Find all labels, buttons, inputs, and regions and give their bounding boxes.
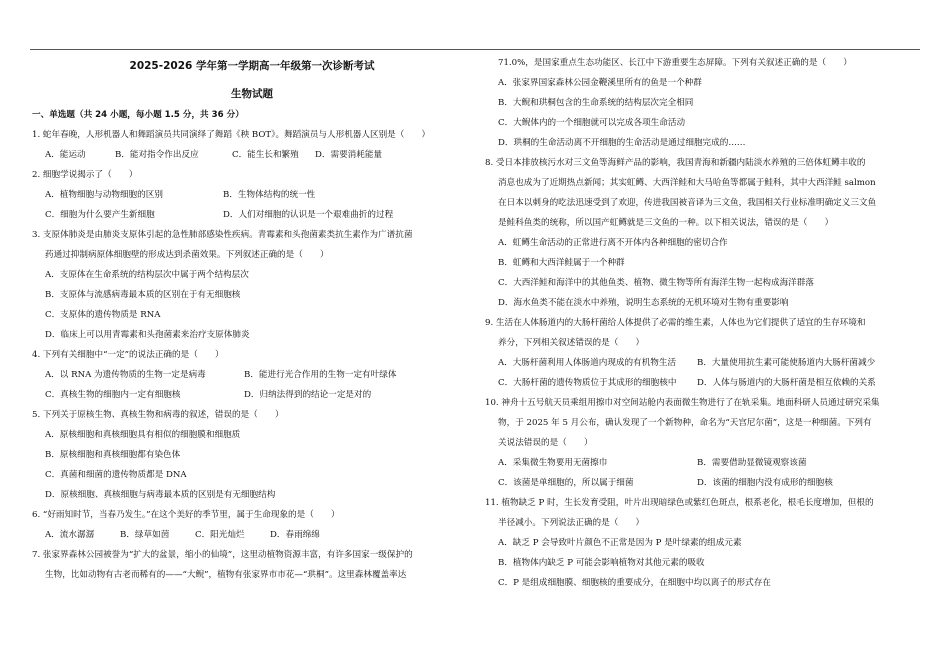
question-stem: 4. 下列有关细胞中“一定”的说法正确的是（ ）: [32, 350, 224, 360]
question-5: [32, 405, 472, 505]
option-row: [32, 185, 472, 205]
question-2: [32, 165, 472, 225]
option-d: D．临床上可以用青霉素和头孢菌素来治疗支原体肺炎: [45, 330, 250, 340]
question-7-continued: [485, 53, 920, 153]
question-4: [32, 345, 472, 405]
option-c: C．能生长和繁殖: [232, 150, 299, 160]
option-a: A．流水潺潺: [45, 530, 95, 540]
question-7: [32, 545, 472, 585]
header-rule: [30, 49, 920, 50]
option-b: B．需要借助显微镜观察该菌: [697, 458, 807, 468]
option-c: C．大西洋鲑和海洋中的其他鱼类、植物、微生物等所有海洋生物一起构成海洋群落: [498, 278, 814, 288]
option-b: B．大鲵和珙桐包含的生命系统的结构层次完全相同: [498, 98, 694, 108]
question-stem: 3. 支原体肺炎是由肺炎支原体引起的急性肺部感染性疾病。青霉素和头孢菌素类抗生素作为广谱抗菌: [32, 230, 413, 240]
question-stem-continued: 关说法错误的是（ ）: [498, 438, 593, 448]
option-d: D．海水鱼类不能在淡水中养殖，说明生态系统的无机环境对生物有重要影响: [498, 298, 789, 308]
option-b: B．能对指令作出反应: [115, 150, 199, 160]
question-stem-continued: 生物，比如动物有古老而稀有的——“大鲵”，植物有张家界市市花—“珙桐”。这里森林覆盖率达: [45, 570, 407, 580]
option-c: C．大鲵体内的一个细胞就可以完成各项生命活动: [498, 118, 686, 128]
question-3: [32, 225, 472, 345]
option-c: C．该菌是单细胞的，所以属于细菌: [498, 478, 634, 488]
question-stem: 9. 生活在人体肠道内的大肠杆菌给人体提供了必需的维生素，人体也为它们提供了适宜的生存环境和: [485, 318, 866, 328]
question-stem: 11. 植物缺乏 P 时，生长发育受阻，叶片出现暗绿色或紫红色斑点，根系老化，根毛长度增加，但根的: [485, 498, 874, 508]
question-stem-continued: 在日本以刺身的吃法迅速受到了欢迎，传进我国被音译为三文鱼，我国相关行业标准明确定义三文鱼: [498, 198, 877, 208]
option-d: D．人们对细胞的认识是一个艰难曲折的过程: [223, 210, 394, 220]
option-a: A．以 RNA 为遗传物质的生物一定是病毒: [45, 370, 206, 380]
option-d: D．珙桐的生命活动离不开细胞的生命活动是通过细胞完成的……: [498, 138, 746, 148]
question-8: [485, 153, 920, 313]
option-b: B．原核细胞和真核细胞都有染色体: [45, 450, 181, 460]
question-stem: 8. 受日本排放核污水对三文鱼等海鲜产品的影响，我国青海和新疆内陆淡水养殖的三倍体虹鳟丰收的: [485, 158, 866, 168]
option-b: B．绿草如茵: [120, 530, 170, 540]
section-heading: 一、单选题（共 24 小题，每小题 1.5 分，共 36 分）: [32, 110, 244, 120]
option-a: A．采集微生物要用无菌擦巾: [498, 458, 608, 468]
option-b: B．植物体内缺乏 P 可能会影响植物对其他元素的吸收: [498, 558, 705, 568]
question-stem-continued: 药通过抑制病原体细胞壁的形成达到杀菌效果。下列叙述正确的是（ ）: [45, 250, 329, 260]
exam-title: 2025-2026 学年第一学期高一年级第一次诊断考试: [129, 60, 375, 72]
question-6: [32, 505, 472, 545]
right-column: [485, 53, 920, 593]
option-d: D．人体与肠道内的大肠杆菌是相互依赖的关系: [697, 378, 876, 388]
question-1: [32, 125, 472, 165]
option-a: A．能运动: [45, 150, 86, 160]
option-b: B．能进行光合作用的生物一定有叶绿体: [244, 370, 397, 380]
option-row: [32, 385, 472, 405]
option-row: [32, 365, 472, 385]
option-a: A．植物细胞与动物细胞的区别: [45, 190, 163, 200]
question-stem: 10. 神舟十五号航天员乘组用擦巾对空间站舱内表面微生物进行了在轨采集。地面科研人员通过研究采集: [485, 398, 880, 408]
option-c: C．大肠杆菌的遗传物质位于其成形的细胞核中: [498, 378, 677, 388]
option-row: [485, 353, 920, 373]
subject-title: 生物试题: [231, 88, 273, 100]
question-stem-continued: 物，于 2025 年 5 月公布，确认发现了一个新物种，命名为“天宫尼尔菌”，这是一种细菌。下列有: [498, 418, 872, 428]
left-column: [32, 53, 472, 585]
question-stem-continued: 是鲑科鱼类的统称，所以国产虹鳟就是三文鱼的一种。以下相关说法，错误的是（ ）: [498, 218, 834, 228]
option-a: A．缺乏 P 会导致叶片颜色不正常是因为 P 是叶绿素的组成元素: [498, 538, 742, 548]
question-stem: 6. “好雨知时节，当春乃发生。”在这个美好的季节里，属于生命现象的是（ ）: [32, 510, 340, 520]
option-row: [485, 453, 920, 473]
option-d: D．需要消耗能量: [315, 150, 383, 160]
option-c: C．P 是组成细胞膜、细胞核的重要成分，在细胞中均以离子的形式存在: [498, 578, 771, 588]
question-stem-continued: 半径减小。下列说法正确的是（ ）: [498, 518, 645, 528]
option-a: A．虹鳟生命活动的正常进行离不开体内各种细胞的密切合作: [498, 238, 728, 248]
option-d: D．归纳法得到的结论一定是对的: [244, 390, 372, 400]
question-stem: 7. 张家界森林公园被誉为“扩大的盆景，缩小的仙境”，这里动植物资源丰富，有许多国家一级保护的: [32, 550, 413, 560]
option-b: B．虹鳟和大西洋鲑属于一个种群: [498, 258, 625, 268]
option-c: C．细胞为什么要产生新细胞: [45, 210, 155, 220]
option-c: C．真核生物的细胞内一定有细胞核: [45, 390, 181, 400]
option-d: D．原核细胞、真核细胞与病毒最本质的区别是有无细胞结构: [45, 490, 276, 500]
option-d: D．该菌的细胞内没有成形的细胞核: [697, 478, 833, 488]
option-row: [485, 373, 920, 393]
question-stem-continued: 71.0%，是国家重点生态功能区、长江中下游重要生态屏障。下列有关叙述正确的是（ ）: [498, 58, 852, 68]
option-a: A．张家界国家森林公园金鞭溪里所有的鱼是一个种群: [498, 78, 702, 88]
question-11: [485, 493, 920, 593]
option-d: D．春雨绵绵: [270, 530, 320, 540]
option-b: B．生物体结构的统一性: [223, 190, 316, 200]
option-b: B．支原体与流感病毒最本质的区别在于有无细胞核: [45, 290, 241, 300]
question-stem: 1. 蛇年春晚，人形机器人和舞蹈演员共同演绎了舞蹈《秧 BOT》。舞蹈演员与人形机器人区别是（ ）: [32, 130, 431, 140]
option-a: A．大肠杆菌利用人体肠道内现成的有机物生活: [498, 358, 677, 368]
option-a: A．支原体在生命系统的结构层次中属于两个结构层次: [45, 270, 249, 280]
question-10: [485, 393, 920, 493]
option-c: C．支原体的遗传物质是 RNA: [45, 310, 161, 320]
question-stem-continued: 消息也成为了近期热点新闻；其实虹鳟、大西洋鲑和大马哈鱼等都属于鲑科，其中大西洋鲑 salmon: [498, 178, 876, 188]
question-stem-continued: 养分，下列相关叙述错误的是（ ）: [498, 338, 645, 348]
option-row: [485, 473, 920, 493]
question-stem: 5. 下列关于原核生物、真核生物和病毒的叙述，错误的是（ ）: [32, 410, 284, 420]
option-b: B．大量使用抗生素可能使肠道内大肠杆菌减少: [697, 358, 876, 368]
question-stem: 2. 细胞学说揭示了（ ）: [32, 170, 138, 180]
question-9: [485, 313, 920, 393]
option-row: [32, 145, 472, 165]
option-row: [32, 205, 472, 225]
option-c: C．阳光灿烂: [195, 530, 245, 540]
option-a: A．原核细胞和真核细胞具有相似的细胞膜和细胞质: [45, 430, 241, 440]
option-c: C．真菌和细菌的遗传物质都是 DNA: [45, 470, 187, 480]
option-row: [32, 525, 472, 545]
